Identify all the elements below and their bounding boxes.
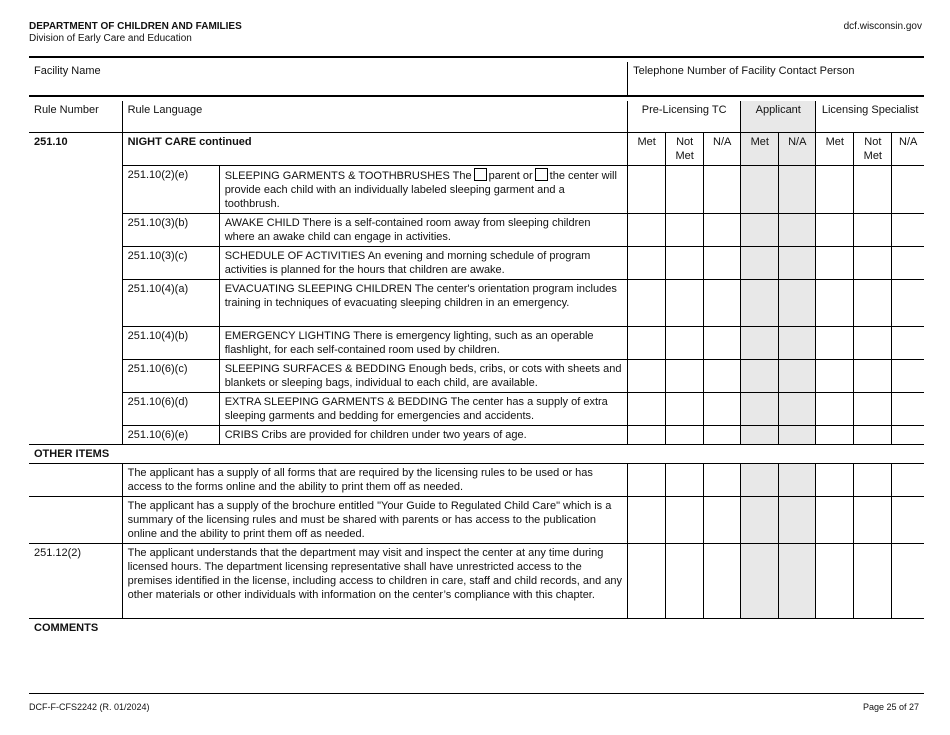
spec-met-cell[interactable] [816, 165, 854, 213]
facility-name-label: Facility Name [34, 65, 101, 77]
page-number: Page 25 of 27 [862, 702, 919, 712]
table-row [29, 246, 924, 279]
prelic-not-met-cell[interactable] [666, 213, 704, 246]
spec-met-header: Met [816, 132, 854, 165]
applicant-na-cell[interactable] [779, 246, 816, 279]
section-number: 251.10 [29, 132, 122, 165]
website-link[interactable]: dcf.wisconsin.gov [843, 21, 922, 32]
applicant-met-cell[interactable] [741, 359, 779, 392]
spec-not-met-cell[interactable] [854, 463, 892, 496]
applicant-met-cell[interactable] [741, 392, 779, 425]
spec-not-met-cell[interactable] [854, 213, 892, 246]
other-items-title-row [29, 444, 924, 463]
applicant-na-cell[interactable] [779, 463, 816, 496]
rule-checklist-table [29, 56, 924, 698]
footer-divider [29, 693, 924, 694]
table-row [29, 496, 924, 543]
prelic-met-cell[interactable] [628, 496, 666, 543]
rule-code: 251.10(2)(e) [122, 165, 219, 213]
section-title: NIGHT CARE continued [122, 132, 628, 165]
prelic-met-cell[interactable] [628, 326, 666, 359]
table-row [29, 392, 924, 425]
spec-na-cell[interactable] [892, 326, 924, 359]
table-row [29, 279, 924, 326]
applicant-met-cell[interactable] [741, 496, 779, 543]
spec-met-cell[interactable] [816, 496, 854, 543]
spec-met-cell[interactable] [816, 246, 854, 279]
prelic-not-met-cell[interactable] [666, 326, 704, 359]
rule-text: EVACUATING SLEEPING CHILDREN The center's orientation program includes training in techniques of evacuating sleeping children in an emergency. [219, 279, 627, 326]
rule-code [29, 463, 122, 496]
other-items-title: OTHER ITEMS [34, 447, 110, 460]
rule-text: EMERGENCY LIGHTING There is emergency lighting, such as an operable flashlight, for each self-contained room used by children. [219, 326, 627, 359]
spec-met-cell[interactable] [816, 543, 854, 618]
spec-met-cell[interactable] [816, 359, 854, 392]
specialist-header: Licensing Specialist [816, 101, 924, 132]
prelic-not-met-cell[interactable] [666, 246, 704, 279]
spec-not-met-cell[interactable] [854, 165, 892, 213]
prelic-na-header: N/A [704, 132, 741, 165]
parent-checkbox[interactable] [474, 168, 487, 181]
spec-na-cell[interactable] [892, 279, 924, 326]
prelic-na-cell[interactable] [704, 392, 741, 425]
prelic-not-met-cell[interactable] [666, 543, 704, 618]
prelic-met-cell[interactable] [628, 543, 666, 618]
prelic-na-cell[interactable] [704, 425, 741, 444]
spec-na-cell[interactable] [892, 543, 924, 618]
spec-na-cell[interactable] [892, 463, 924, 496]
department-name: DEPARTMENT OF CHILDREN AND FAMILIES [29, 21, 242, 32]
prelic-met-cell[interactable] [628, 359, 666, 392]
rule-text: SLEEPING SURFACES & BEDDING Enough beds, cribs, or cots with sheets and blankets or sleeping bags, individual to each child, are available. [219, 359, 627, 392]
rule-code: 251.10(6)(d) [122, 392, 219, 425]
rule-code: 251.12(2) [29, 543, 122, 618]
spec-na-cell[interactable] [892, 246, 924, 279]
applicant-met-cell[interactable] [741, 246, 779, 279]
applicant-na-cell[interactable] [779, 326, 816, 359]
telephone-label: Telephone Number of Facility Contact Person [633, 65, 855, 77]
applicant-met-cell[interactable] [741, 543, 779, 618]
spec-met-cell[interactable] [816, 279, 854, 326]
applicant-na-cell[interactable] [779, 165, 816, 213]
spec-met-cell[interactable] [816, 463, 854, 496]
prelic-not-met-cell[interactable] [666, 279, 704, 326]
prelic-na-cell[interactable] [704, 279, 741, 326]
rule-code: 251.10(3)(c) [122, 246, 219, 279]
spec-na-cell[interactable] [892, 425, 924, 444]
facility-name-field[interactable] [29, 62, 628, 96]
applicant-na-cell[interactable] [779, 213, 816, 246]
form-id: DCF-F-CFS2242 (R. 01/2024) [29, 702, 150, 712]
applicant-met-cell[interactable] [741, 213, 779, 246]
prelic-na-cell[interactable] [704, 246, 741, 279]
rule-text: The applicant has a supply of the brochure entitled "Your Guide to Regulated Child Care" which is a summary of the licensing rules and must be shared with parents or has access to the publication online and the ability to print them off as needed. [122, 496, 628, 543]
applicant-met-cell[interactable] [741, 425, 779, 444]
prelic-na-cell[interactable] [704, 543, 741, 618]
spec-not-met-cell[interactable] [854, 496, 892, 543]
rule-code: 251.10(6)(c) [122, 359, 219, 392]
applicant-met-cell[interactable] [741, 165, 779, 213]
prelic-met-cell[interactable] [628, 425, 666, 444]
spec-not-met-cell[interactable] [854, 326, 892, 359]
prelic-met-cell[interactable] [628, 279, 666, 326]
spec-na-cell[interactable] [892, 359, 924, 392]
spec-not-met-cell[interactable] [854, 359, 892, 392]
table-row [29, 463, 924, 496]
rule-text: CRIBS Cribs are provided for children under two years of age. [219, 425, 627, 444]
prelic-na-cell[interactable] [704, 359, 741, 392]
rule-text: SCHEDULE OF ACTIVITIES An evening and morning schedule of program activities is planned for the hours that children are awake. [219, 246, 627, 279]
comments-label: COMMENTS [34, 621, 99, 634]
applicant-header: Applicant [741, 101, 816, 132]
spec-na-cell[interactable] [892, 213, 924, 246]
prelic-met-cell[interactable] [628, 246, 666, 279]
prelic-met-cell[interactable] [628, 392, 666, 425]
prelic-na-cell[interactable] [704, 496, 741, 543]
rule-code [29, 496, 122, 543]
prelic-not-met-header: Not Met [666, 132, 704, 165]
rule-code: 251.10(4)(a) [122, 279, 219, 326]
rule-text: AWAKE CHILD There is a self-contained room away from sleeping children where an awake child can engage in activities. [219, 213, 627, 246]
rule-code: 251.10(4)(b) [122, 326, 219, 359]
spec-not-met-cell[interactable] [854, 425, 892, 444]
applicant-na-cell[interactable] [779, 359, 816, 392]
applicant-na-cell[interactable] [779, 392, 816, 425]
spec-not-met-cell[interactable] [854, 543, 892, 618]
prelic-met-cell[interactable] [628, 213, 666, 246]
applicant-na-cell[interactable] [779, 496, 816, 543]
rule-code: 251.10(6)(e) [122, 425, 219, 444]
applicant-met-header: Met [741, 132, 779, 165]
prelic-not-met-cell[interactable] [666, 165, 704, 213]
table-row [29, 326, 924, 359]
spec-na-cell[interactable] [892, 392, 924, 425]
spec-na-cell[interactable] [892, 496, 924, 543]
prelic-met-header: Met [628, 132, 666, 165]
applicant-na-header: N/A [779, 132, 816, 165]
spec-not-met-header: Not Met [854, 132, 892, 165]
spec-met-cell[interactable] [816, 326, 854, 359]
center-checkbox[interactable] [535, 168, 548, 181]
spec-not-met-cell[interactable] [854, 279, 892, 326]
table-row [29, 543, 924, 618]
applicant-na-cell[interactable] [779, 279, 816, 326]
rule-text: EXTRA SLEEPING GARMENTS & BEDDING The center has a supply of extra sleeping garments and bedding for emergencies and accidents. [219, 392, 627, 425]
applicant-met-cell[interactable] [741, 279, 779, 326]
applicant-met-cell[interactable] [741, 326, 779, 359]
division-name: Division of Early Care and Education [29, 33, 192, 44]
spec-met-cell[interactable] [816, 392, 854, 425]
prelicensing-header: Pre-Licensing TC [628, 101, 741, 132]
rule-number-header: Rule Number [34, 104, 99, 116]
prelic-na-cell[interactable] [704, 213, 741, 246]
prelic-na-cell[interactable] [704, 463, 741, 496]
spec-met-cell[interactable] [816, 425, 854, 444]
prelic-not-met-cell[interactable] [666, 392, 704, 425]
table-row [29, 165, 924, 213]
spec-met-cell[interactable] [816, 213, 854, 246]
rule-text: The applicant has a supply of all forms that are required by the licensing rules to be used or has access to the forms online and the ability to print them off as needed. [122, 463, 628, 496]
prelic-not-met-cell[interactable] [666, 463, 704, 496]
table-row [29, 425, 924, 444]
telephone-field[interactable] [628, 62, 924, 96]
prelic-not-met-cell[interactable] [666, 359, 704, 392]
rule-text: The applicant understands that the department may visit and inspect the center at any time during licensed hours. The department licensing representative shall have unrestricted access to the premises identified in the license, including access to children in care, staff and child records, and any other materials or other individuals with information on the center’s compliance with this chapter. [122, 543, 628, 618]
applicant-met-cell[interactable] [741, 463, 779, 496]
prelic-na-cell[interactable] [704, 326, 741, 359]
rule-language-header: Rule Language [122, 101, 628, 132]
spec-na-cell[interactable] [892, 165, 924, 213]
spec-not-met-cell[interactable] [854, 392, 892, 425]
applicant-na-cell[interactable] [779, 425, 816, 444]
comments-row[interactable] [29, 618, 924, 698]
rule-text: SLEEPING GARMENTS & TOOTHBRUSHES The parent or the center will provide each child with an individually labeled sleeping garment and a toothbrush. [219, 165, 627, 213]
prelic-not-met-cell[interactable] [666, 425, 704, 444]
rule-code: 251.10(3)(b) [122, 213, 219, 246]
prelic-na-cell[interactable] [704, 165, 741, 213]
prelic-met-cell[interactable] [628, 463, 666, 496]
table-row [29, 213, 924, 246]
prelic-not-met-cell[interactable] [666, 496, 704, 543]
spec-na-header: N/A [892, 132, 924, 165]
spec-not-met-cell[interactable] [854, 246, 892, 279]
prelic-met-cell[interactable] [628, 165, 666, 213]
table-row [29, 359, 924, 392]
applicant-na-cell[interactable] [779, 543, 816, 618]
